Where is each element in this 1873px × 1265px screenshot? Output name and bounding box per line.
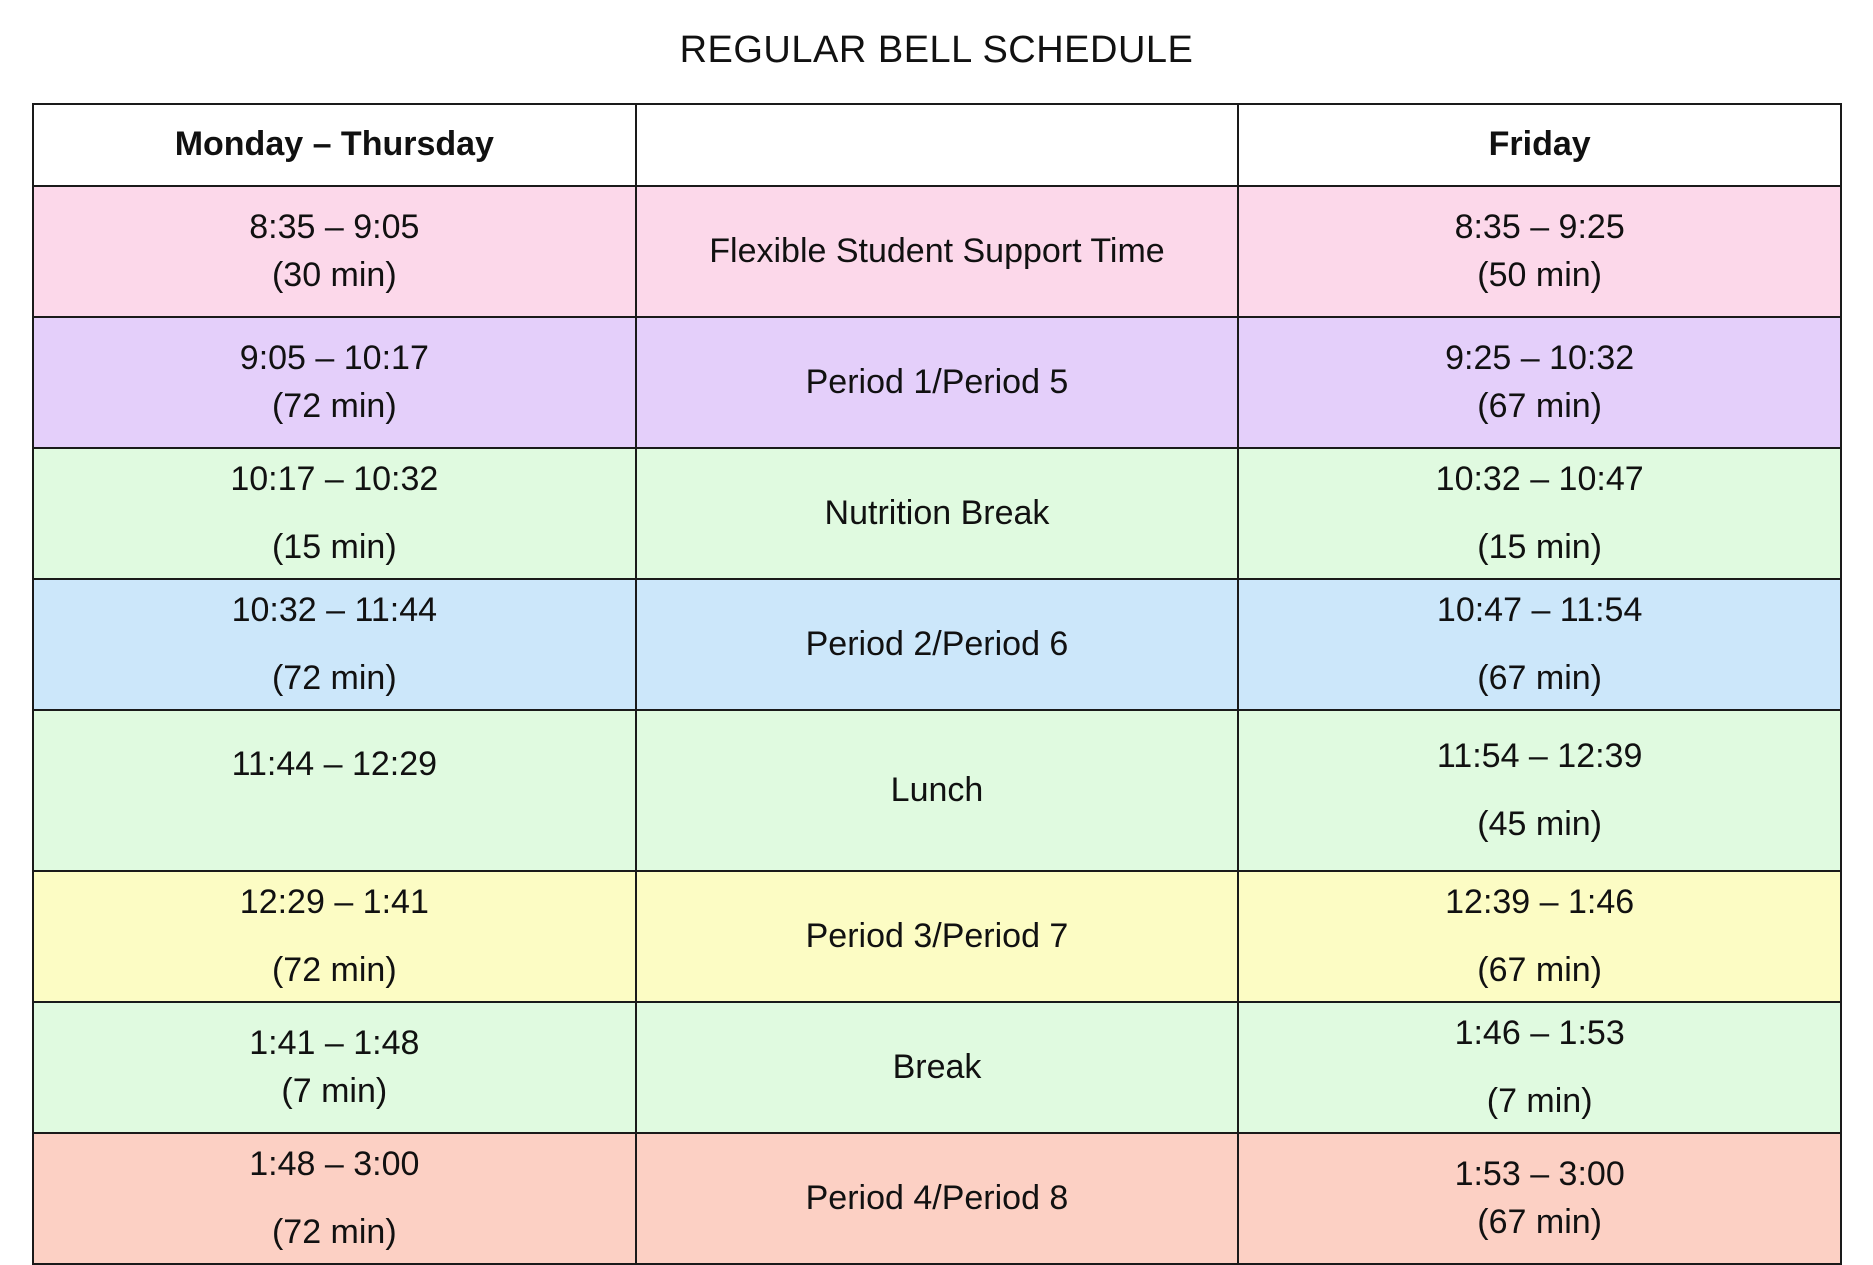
mon-thu-time: 10:32 – 11:44 [231, 590, 438, 629]
friday-time-cell [1238, 871, 1841, 1002]
mon-thu-time: 9:05 – 10:17 [239, 338, 429, 377]
mon-thu-time-cell [33, 1002, 636, 1133]
mon-thu-time-cell [33, 871, 636, 1002]
friday-time-cell [1238, 186, 1841, 317]
period-label: Break [892, 1047, 982, 1086]
mon-thu-time-cell [33, 317, 636, 448]
mon-thu-duration: (15 min) [271, 527, 397, 566]
mon-thu-time-cell [33, 448, 636, 579]
friday-time-cell [1238, 317, 1841, 448]
period-label-cell [636, 1002, 1239, 1133]
bell-schedule-table [32, 103, 1842, 1265]
schedule-row [33, 317, 1841, 448]
friday-time-cell [1238, 1002, 1841, 1133]
period-label: Nutrition Break [824, 493, 1050, 532]
period-label-cell [636, 186, 1239, 317]
period-label-cell [636, 448, 1239, 579]
friday-time: 11:54 – 12:39 [1436, 736, 1643, 775]
period-label-cell [636, 317, 1239, 448]
friday-time-cell [1238, 448, 1841, 579]
mon-thu-duration: (72 min) [271, 658, 397, 697]
mon-thu-duration: (30 min) [271, 255, 397, 294]
mon-thu-time: 8:35 – 9:05 [249, 207, 420, 246]
schedule-row [33, 579, 1841, 710]
mon-thu-time: 12:29 – 1:41 [239, 882, 429, 921]
mon-thu-time-cell [33, 1133, 636, 1264]
mon-thu-duration: (72 min) [271, 950, 397, 989]
friday-time-cell [1238, 1133, 1841, 1264]
friday-duration: (67 min) [1477, 950, 1602, 989]
header-monday-thursday: Monday – Thursday [33, 104, 636, 186]
mon-thu-time: 11:44 – 12:29 [231, 745, 438, 783]
mon-thu-time: 1:41 – 1:48 [249, 1023, 420, 1062]
period-label-cell [636, 1133, 1239, 1264]
friday-duration: (67 min) [1477, 386, 1602, 425]
friday-duration: (7 min) [1486, 1081, 1593, 1120]
header-friday: Friday [1238, 104, 1841, 186]
period-label: Period 3/Period 7 [805, 916, 1069, 955]
period-label: Period 1/Period 5 [805, 362, 1069, 401]
friday-duration: (67 min) [1477, 658, 1602, 697]
friday-duration: (45 min) [1477, 804, 1602, 843]
schedule-row [33, 871, 1841, 1002]
mon-thu-time-cell [33, 186, 636, 317]
mon-thu-duration: (7 min) [281, 1071, 388, 1110]
friday-time: 1:53 – 3:00 [1454, 1154, 1625, 1193]
schedule-row [33, 710, 1841, 871]
mon-thu-time: 1:48 – 3:00 [249, 1144, 420, 1183]
page-title: REGULAR BELL SCHEDULE [679, 29, 1194, 71]
friday-time: 12:39 – 1:46 [1445, 882, 1635, 921]
friday-time: 10:32 – 10:47 [1435, 459, 1644, 498]
period-label: Lunch [890, 770, 984, 809]
header-period-label [636, 104, 1239, 186]
mon-thu-time-cell [33, 579, 636, 710]
friday-duration: (15 min) [1477, 527, 1602, 566]
header-row [33, 104, 1841, 186]
friday-duration: (67 min) [1477, 1202, 1602, 1241]
schedule-row [33, 1002, 1841, 1133]
period-label: Period 2/Period 6 [805, 624, 1069, 663]
mon-thu-time: 10:17 – 10:32 [230, 459, 439, 498]
friday-time-cell [1238, 579, 1841, 710]
period-label: Period 4/Period 8 [805, 1178, 1069, 1217]
schedule-row [33, 186, 1841, 317]
period-label-cell [636, 710, 1239, 871]
friday-time: 1:46 – 1:53 [1454, 1013, 1625, 1052]
period-label-cell [636, 871, 1239, 1002]
schedule-row [33, 1133, 1841, 1264]
schedule-row [33, 448, 1841, 579]
friday-time: 8:35 – 9:25 [1454, 207, 1625, 246]
friday-duration: (50 min) [1477, 255, 1602, 294]
friday-time: 10:47 – 11:54 [1436, 590, 1643, 629]
period-label-cell [636, 579, 1239, 710]
friday-time-cell [1238, 710, 1841, 871]
mon-thu-time-cell [33, 710, 636, 871]
mon-thu-duration: (72 min) [271, 386, 397, 425]
period-label: Flexible Student Support Time [709, 231, 1165, 270]
friday-time: 9:25 – 10:32 [1445, 338, 1635, 377]
mon-thu-duration: (72 min) [271, 1212, 397, 1251]
